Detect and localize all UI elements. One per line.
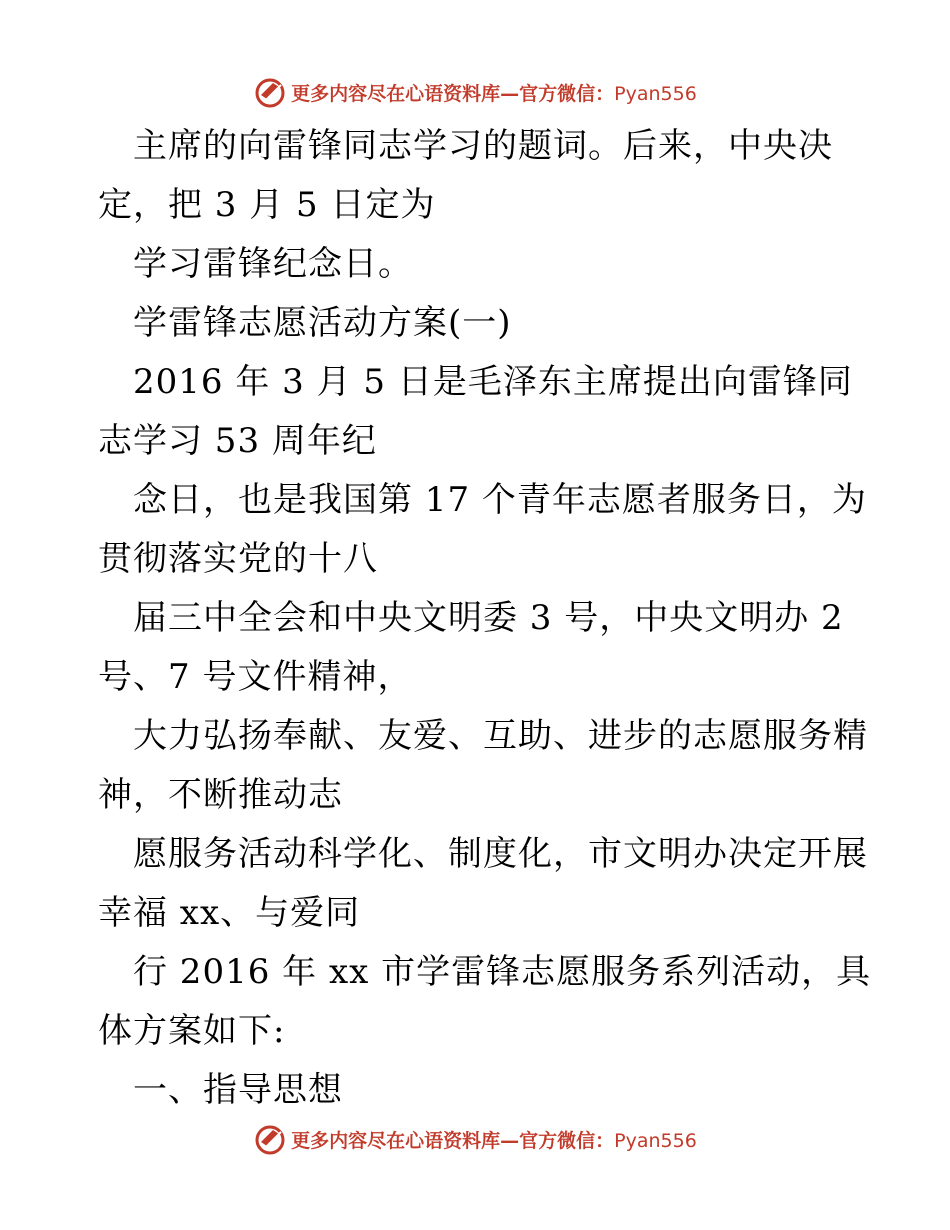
section-heading: 学雷锋志愿活动方案(一) — [133, 303, 512, 343]
text-line: 2016 年 3 月 5 日是毛泽东主席提出向雷锋同 — [133, 362, 853, 402]
text-line: 主席的向雷锋同志学习的题词。后来，中央决 — [133, 126, 833, 166]
banner-text — [291, 1126, 697, 1153]
text-line: 定，把 3 月 5 日定为 — [98, 185, 436, 225]
book-logo-icon — [253, 1122, 287, 1156]
section-heading: 一、指导思想 — [133, 1070, 343, 1110]
banner-wechat-id: Pyan556 — [614, 82, 697, 105]
banner-prefix: 更多内容尽在心语资料库—官方微信： — [291, 82, 615, 105]
text-line: 愿服务活动科学化、制度化，市文明办决定开展 — [133, 834, 868, 874]
text-line: 学习雷锋纪念日。 — [133, 244, 413, 284]
banner-wechat-id: Pyan556 — [614, 1129, 697, 1152]
header-banner — [0, 70, 950, 114]
text-line: 贯彻落实党的十八 — [98, 539, 378, 579]
footer-banner — [0, 1117, 950, 1161]
text-line: 行 2016 年 xx 市学雷锋志愿服务系列活动，具 — [133, 952, 872, 992]
banner-text — [291, 79, 697, 106]
banner-prefix: 更多内容尽在心语资料库—官方微信： — [291, 1129, 615, 1152]
text-line: 幸福 xx、与爱同 — [98, 893, 361, 933]
text-line: 大力弘扬奉献、友爱、互助、进步的志愿服务精 — [133, 716, 868, 756]
text-line: 体方案如下: — [98, 1011, 286, 1051]
text-line: 神，不断推动志 — [98, 775, 343, 815]
text-line: 念日，也是我国第 17 个青年志愿者服务日，为 — [133, 480, 867, 520]
text-line: 届三中全会和中央文明委 3 号，中央文明办 2 — [133, 598, 844, 638]
book-logo-icon — [253, 75, 287, 109]
text-line: 志学习 53 周年纪 — [98, 421, 377, 461]
text-line: 号、7 号文件精神， — [98, 657, 413, 697]
